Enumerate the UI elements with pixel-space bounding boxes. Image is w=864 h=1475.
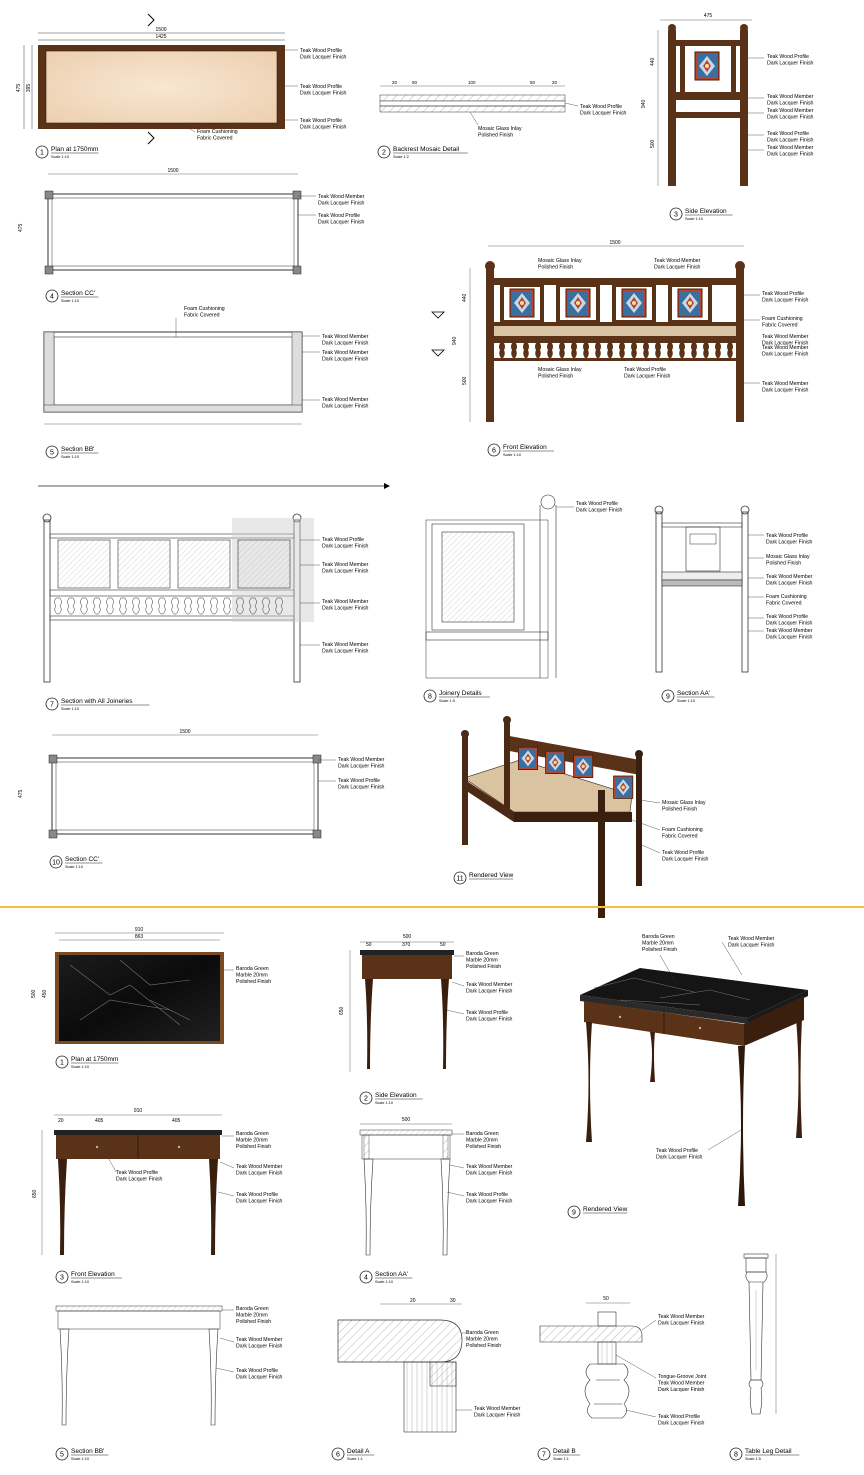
view-title: Table Leg Detail xyxy=(745,1448,792,1455)
callout: Teak Wood Profile Dark Lacquer Finish xyxy=(658,1414,705,1427)
callout: Teak Wood Profile Dark Lacquer Finish xyxy=(300,48,347,61)
view-label xyxy=(360,1271,412,1284)
view-number: 7 xyxy=(542,1451,546,1459)
callout: Foam Cushioning Fabric Covered xyxy=(762,316,803,329)
spindle xyxy=(146,598,153,614)
dim: 475 xyxy=(703,13,713,19)
spindle xyxy=(172,598,179,614)
mosaic-panel xyxy=(558,285,598,322)
section-marker-icon xyxy=(148,14,154,26)
callouts-bench-v8 xyxy=(576,501,623,513)
callout: Teak Wood Profile Dark Lacquer Finish xyxy=(338,778,385,791)
dim: 500 xyxy=(31,989,37,998)
table-side-elevation xyxy=(339,934,464,1072)
view-scale: Scale 1:10 xyxy=(71,1280,89,1284)
table-detail-b xyxy=(540,1296,656,1418)
bench-front-spindles xyxy=(499,343,733,358)
spindle xyxy=(655,343,661,358)
callout: Teak Wood Profile Dark Lacquer Finish xyxy=(662,850,709,863)
callout: Teak Wood Profile Dark Lacquer Finish xyxy=(580,104,627,117)
callouts-bench-v9 xyxy=(766,533,813,640)
bench-section-cc xyxy=(18,168,316,274)
table-rendered-view xyxy=(580,942,808,1206)
dim: 500 xyxy=(401,1117,411,1123)
view-title: Section BB' xyxy=(61,446,95,453)
callout: Teak Wood Member Dark Lacquer Finish xyxy=(466,1164,513,1177)
callout: Baroda Green Marble 20mm Polished Finish xyxy=(466,1131,502,1150)
view-number: 1 xyxy=(60,1059,64,1067)
callout: Tongue-Groove Joint Teak Wood Member Dark Lacquer Finish xyxy=(658,1374,707,1393)
view-title: Section CC' xyxy=(65,856,100,863)
spindle xyxy=(198,598,205,614)
spindle xyxy=(55,598,62,614)
section-marker-icon xyxy=(148,132,154,144)
view-title: Section AA' xyxy=(375,1271,409,1278)
spindle xyxy=(583,343,589,358)
spindle xyxy=(133,598,140,614)
callout: Teak Wood Member Dark Lacquer Finish xyxy=(338,757,385,770)
view-number: 8 xyxy=(428,693,432,701)
mosaic-panel xyxy=(614,285,654,322)
dim: 50 xyxy=(603,1296,609,1302)
dim: 20 xyxy=(410,1298,416,1304)
view-label xyxy=(730,1448,799,1461)
view-label xyxy=(538,1448,580,1461)
spindle xyxy=(571,343,577,358)
callout: Baroda Green Marble 20mm Polished Finish xyxy=(466,951,502,970)
view-title: Section CC' xyxy=(61,290,96,297)
dim: 500 xyxy=(462,376,468,385)
view-number: 2 xyxy=(382,149,386,157)
view-number: 3 xyxy=(60,1274,64,1282)
table-plan-view xyxy=(31,927,234,1044)
view-label xyxy=(360,1092,423,1105)
spindle xyxy=(211,598,218,614)
dim: 20 xyxy=(552,80,558,85)
view-label xyxy=(662,690,714,703)
view-number: 3 xyxy=(674,211,678,219)
spindle xyxy=(595,343,601,358)
callout: Teak Wood Member Dark Lacquer Finish xyxy=(766,628,813,641)
dim: 405 xyxy=(172,1118,181,1124)
dim: 650 xyxy=(32,1189,38,1198)
dim: 910 xyxy=(133,1108,143,1114)
spindle xyxy=(224,598,231,614)
table-section-aa xyxy=(360,1117,464,1255)
view-number: 9 xyxy=(572,1209,576,1217)
bench-rendered-view xyxy=(461,716,660,918)
panel-section xyxy=(118,540,170,588)
callouts-bench-v4 xyxy=(318,194,365,225)
spindle xyxy=(511,343,517,358)
dim: 450 xyxy=(42,989,48,998)
callout: Teak Wood Profile Dark Lacquer Finish xyxy=(766,533,813,546)
callout: Teak Wood Profile Dark Lacquer Finish xyxy=(466,1010,513,1023)
callouts-table-v4 xyxy=(466,1131,513,1204)
dim-overall: 1500 xyxy=(155,27,167,33)
spindle xyxy=(107,598,114,614)
callout: Mosaic Glass Inlay Polished Finish xyxy=(538,367,582,380)
view-number: 6 xyxy=(492,447,496,455)
dim: 50 xyxy=(366,942,372,948)
callout: Teak Wood Member Dark Lacquer Finish xyxy=(236,1164,283,1177)
view-label xyxy=(568,1206,628,1218)
view-label xyxy=(36,146,99,159)
callout: Teak Wood Profile Dark Lacquer Finish xyxy=(322,537,369,550)
view-label xyxy=(488,444,554,457)
callout: Teak Wood Member Dark Lacquer Finish xyxy=(658,1314,705,1327)
dim: 500 xyxy=(650,139,656,148)
dim: 940 xyxy=(641,99,647,108)
view-scale: Scale 1:5 xyxy=(439,699,455,703)
dim: 1500 xyxy=(179,729,191,735)
table-section-bb xyxy=(56,1306,234,1425)
callout: Teak Wood Profile Dark Lacquer Finish xyxy=(766,614,813,627)
callout: Teak Wood Profile Dark Lacquer Finish xyxy=(466,1192,513,1205)
callout: Mosaic Glass Inlay Polished Finish xyxy=(538,258,582,271)
view-number: 4 xyxy=(364,1274,368,1282)
view-label xyxy=(46,698,149,711)
callout: Baroda Green Marble 20mm Polished Finish xyxy=(236,1131,272,1150)
dim: 440 xyxy=(650,57,656,66)
dim: 940 xyxy=(452,336,458,345)
spindle xyxy=(727,343,733,358)
view-title: Section BB' xyxy=(71,1448,105,1455)
view-title: Section AA' xyxy=(677,690,711,697)
dim: 475 xyxy=(18,789,24,798)
spindle xyxy=(159,598,166,614)
view-scale: Scale 1:10 xyxy=(51,155,69,159)
view-title: Front Elevation xyxy=(503,444,547,451)
view-scale: Scale 1:1 xyxy=(347,1457,363,1461)
callout: Teak Wood Profile Dark Lacquer Finish xyxy=(576,501,623,514)
view-title: Rendered View xyxy=(469,872,514,879)
view-number: 5 xyxy=(60,1451,64,1459)
table-detail-a xyxy=(338,1298,472,1432)
bench-section-aa xyxy=(655,506,764,672)
spindle xyxy=(559,343,565,358)
dim: 475 xyxy=(18,223,24,232)
spindle xyxy=(499,343,505,358)
bench-backrest-mosaic-detail xyxy=(380,80,578,125)
view-number: 7 xyxy=(50,701,54,709)
view-label xyxy=(378,146,468,159)
dim: 370 xyxy=(402,942,411,948)
spindle xyxy=(607,343,613,358)
view-label xyxy=(46,290,98,303)
spindle xyxy=(715,343,721,358)
callout: Teak Wood Member Dark Lacquer Finish xyxy=(767,94,814,107)
view-scale: Scale 1:10 xyxy=(61,455,79,459)
callout: Teak Wood Profile Dark Lacquer Finish xyxy=(656,1148,703,1161)
spindle xyxy=(68,598,75,614)
callout: Teak Wood Member Dark Lacquer Finish xyxy=(767,108,814,121)
spindle xyxy=(81,598,88,614)
view-title: Detail A xyxy=(347,1448,370,1455)
view-title: Side Elevation xyxy=(375,1092,417,1099)
callout: Teak Wood Profile Dark Lacquer Finish xyxy=(767,54,814,67)
dim: 650 xyxy=(339,1006,345,1015)
callout: Teak Wood Member Dark Lacquer Finish xyxy=(236,1337,283,1350)
callout: Foam Cushioning Fabric Covered xyxy=(662,827,703,840)
view-title: Backrest Mosaic Detail xyxy=(393,146,460,153)
view-scale: Scale 1:10 xyxy=(61,299,79,303)
view-label xyxy=(50,856,102,869)
view-number: 6 xyxy=(336,1451,340,1459)
callout: Teak Wood Member Dark Lacquer Finish xyxy=(654,258,701,271)
callout: Teak Wood Profile Dark Lacquer Finish xyxy=(236,1192,283,1205)
callout: Foam Cushioning Fabric Covered xyxy=(766,594,807,607)
view-number: 5 xyxy=(50,449,54,457)
level-marker-icon xyxy=(432,350,444,356)
view-label xyxy=(56,1056,119,1069)
view-scale: Scale 1:10 xyxy=(375,1280,393,1284)
callout: Teak Wood Profile Dark Lacquer Finish xyxy=(300,118,347,131)
callouts-bench-v11 xyxy=(662,800,709,862)
view-label xyxy=(56,1271,122,1284)
spindle xyxy=(643,343,649,358)
view-scale: Scale 1:1 xyxy=(553,1457,569,1461)
dim: 440 xyxy=(462,293,468,302)
dim: 30 xyxy=(450,1298,456,1304)
view-title: Front Elevation xyxy=(71,1271,115,1278)
view-scale: Scale 1:10 xyxy=(685,217,703,221)
view-title: Plan at 1750mm xyxy=(71,1056,119,1063)
dim-d1: 395 xyxy=(26,83,32,93)
callout: Teak Wood Profile Dark Lacquer Finish xyxy=(236,1368,283,1381)
callout: Baroda Green Marble 20mm Polished Finish xyxy=(236,966,272,985)
callout: Teak Wood Profile Dark Lacquer Finish xyxy=(624,367,671,380)
dim: 20 xyxy=(58,1118,64,1124)
dim: 1500 xyxy=(167,168,179,174)
callouts-bench-v3 xyxy=(767,54,814,157)
view-number: 8 xyxy=(734,1451,738,1459)
callout: Teak Wood Member Dark Lacquer Finish xyxy=(767,145,814,158)
view-scale: Scale 1:10 xyxy=(65,865,83,869)
view-number: 2 xyxy=(364,1095,368,1103)
bench-side-elevation xyxy=(641,13,764,186)
view-scale: Scale 1:10 xyxy=(71,1065,89,1069)
mosaic-panel xyxy=(670,285,710,322)
view-title: Section with All Joineries xyxy=(61,698,133,705)
dim: 405 xyxy=(95,1118,104,1124)
view-label xyxy=(56,1448,108,1461)
panel-section xyxy=(178,540,230,588)
callout: Teak Wood Member Dark Lacquer Finish xyxy=(474,1406,521,1419)
callout: Teak Wood Member Dark Lacquer Finish xyxy=(762,345,809,358)
spindle xyxy=(679,343,685,358)
spindle xyxy=(667,343,673,358)
callout: Mosaic Glass Inlay Polished Finish xyxy=(478,126,522,139)
callout: Mosaic Glass Inlay Polished Finish xyxy=(766,554,810,567)
spindle xyxy=(523,343,529,358)
bench-plan-view xyxy=(16,14,298,144)
view-number: 1 xyxy=(40,149,44,157)
callout: Teak Wood Member Dark Lacquer Finish xyxy=(466,982,513,995)
view-number: 10 xyxy=(52,859,60,867)
view-number: 4 xyxy=(50,293,54,301)
spindle xyxy=(94,598,101,614)
callout: Teak Wood Member Dark Lacquer Finish xyxy=(762,381,809,394)
callout: Mosaic Glass Inlay Polished Finish xyxy=(662,800,706,813)
callout: Baroda Green Marble 20mm Polished Finish xyxy=(642,934,678,953)
view-title: Detail B xyxy=(553,1448,576,1455)
view-scale: Scale 1:2 xyxy=(393,155,409,159)
dim: 863 xyxy=(134,934,144,940)
view-scale: Scale 1:10 xyxy=(677,699,695,703)
view-label xyxy=(424,690,490,703)
view-number: 11 xyxy=(456,875,464,883)
bench-section-bb xyxy=(44,318,320,424)
spindle xyxy=(547,343,553,358)
dim: 100 xyxy=(468,80,476,85)
callout: Teak Wood Member Dark Lacquer Finish xyxy=(322,397,369,410)
bench-joinery-details xyxy=(426,495,574,678)
view-title: Rendered View xyxy=(583,1206,628,1213)
callout: Baroda Green Marble 20mm Polished Finish xyxy=(236,1306,272,1325)
callouts-bench-v7 xyxy=(322,537,369,654)
table-leg-detail xyxy=(744,1254,776,1414)
callouts-table-v2 xyxy=(466,951,513,1022)
panel-section xyxy=(238,540,290,588)
view-label xyxy=(46,446,98,459)
spindle xyxy=(185,598,192,614)
view-number: 9 xyxy=(666,693,670,701)
view-scale: Scale 1:10 xyxy=(71,1457,89,1461)
callout: Teak Wood Profile Dark Lacquer Finish xyxy=(318,213,365,226)
view-label xyxy=(670,208,733,221)
dim: 50 xyxy=(440,942,446,948)
dim: 50 xyxy=(530,80,536,85)
dim: 500 xyxy=(402,934,412,940)
callout: Teak Wood Member Dark Lacquer Finish xyxy=(322,642,369,655)
callout: Foam Cushioning Fabric Covered xyxy=(197,129,238,142)
bench-section-cc-2 xyxy=(18,729,336,838)
callouts-table-v6 xyxy=(466,1330,521,1418)
spindle xyxy=(691,343,697,358)
view-scale: Scale 1:5 xyxy=(745,1457,761,1461)
callouts-bench-v10 xyxy=(338,757,385,790)
mosaic-panel xyxy=(502,285,542,322)
dim: 20 xyxy=(392,80,398,85)
view-scale: Scale 1:10 xyxy=(375,1101,393,1105)
spindle xyxy=(703,343,709,358)
callout: Teak Wood Member Dark Lacquer Finish xyxy=(728,936,775,949)
spindle xyxy=(535,343,541,358)
callouts-table-v1 xyxy=(236,966,271,985)
callouts-table-v9 xyxy=(642,934,775,1160)
spindle xyxy=(631,343,637,358)
dim: 1500 xyxy=(609,240,621,246)
callout: Teak Wood Profile Dark Lacquer Finish xyxy=(116,1170,163,1183)
view-title: Joinery Details xyxy=(439,690,482,697)
panel-section xyxy=(58,540,110,588)
callout: Teak Wood Member Dark Lacquer Finish xyxy=(322,562,369,575)
callouts-table-v5 xyxy=(236,1306,283,1380)
callout: Baroda Green Marble 20mm Polished Finish xyxy=(466,1330,502,1349)
callout: Teak Wood Profile Dark Lacquer Finish xyxy=(762,291,809,304)
dim: 50 xyxy=(412,80,418,85)
callout: Teak Wood Member Dark Lacquer Finish xyxy=(322,334,369,347)
view-scale: Scale 1:10 xyxy=(61,707,79,711)
spindle xyxy=(619,343,625,358)
spindle xyxy=(120,598,127,614)
callout: Teak Wood Profile Dark Lacquer Finish xyxy=(767,131,814,144)
bench-front-panels xyxy=(502,285,710,322)
level-marker-icon xyxy=(432,312,444,318)
callout: Teak Wood Member Dark Lacquer Finish xyxy=(318,194,365,207)
view-title: Plan at 1750mm xyxy=(51,146,99,153)
dim-depth: 475 xyxy=(16,83,22,93)
dim: 910 xyxy=(134,927,144,933)
view-title: Side Elevation xyxy=(685,208,727,215)
callouts-table-v7 xyxy=(658,1314,707,1426)
callout: Teak Wood Profile Dark Lacquer Finish xyxy=(300,84,347,97)
bench-front-elevation xyxy=(432,240,760,422)
view-scale: Scale 1:10 xyxy=(503,453,521,457)
dim-inner: 1425 xyxy=(155,34,167,40)
view-label xyxy=(332,1448,374,1461)
callout: Foam Cushioning Fabric Covered xyxy=(184,306,225,319)
callout: Teak Wood Member Dark Lacquer Finish xyxy=(762,334,809,347)
callout: Teak Wood Member Dark Lacquer Finish xyxy=(322,350,369,363)
view-label xyxy=(454,872,514,884)
callout: Teak Wood Member Dark Lacquer Finish xyxy=(766,574,813,587)
callout: Teak Wood Member Dark Lacquer Finish xyxy=(322,599,369,612)
